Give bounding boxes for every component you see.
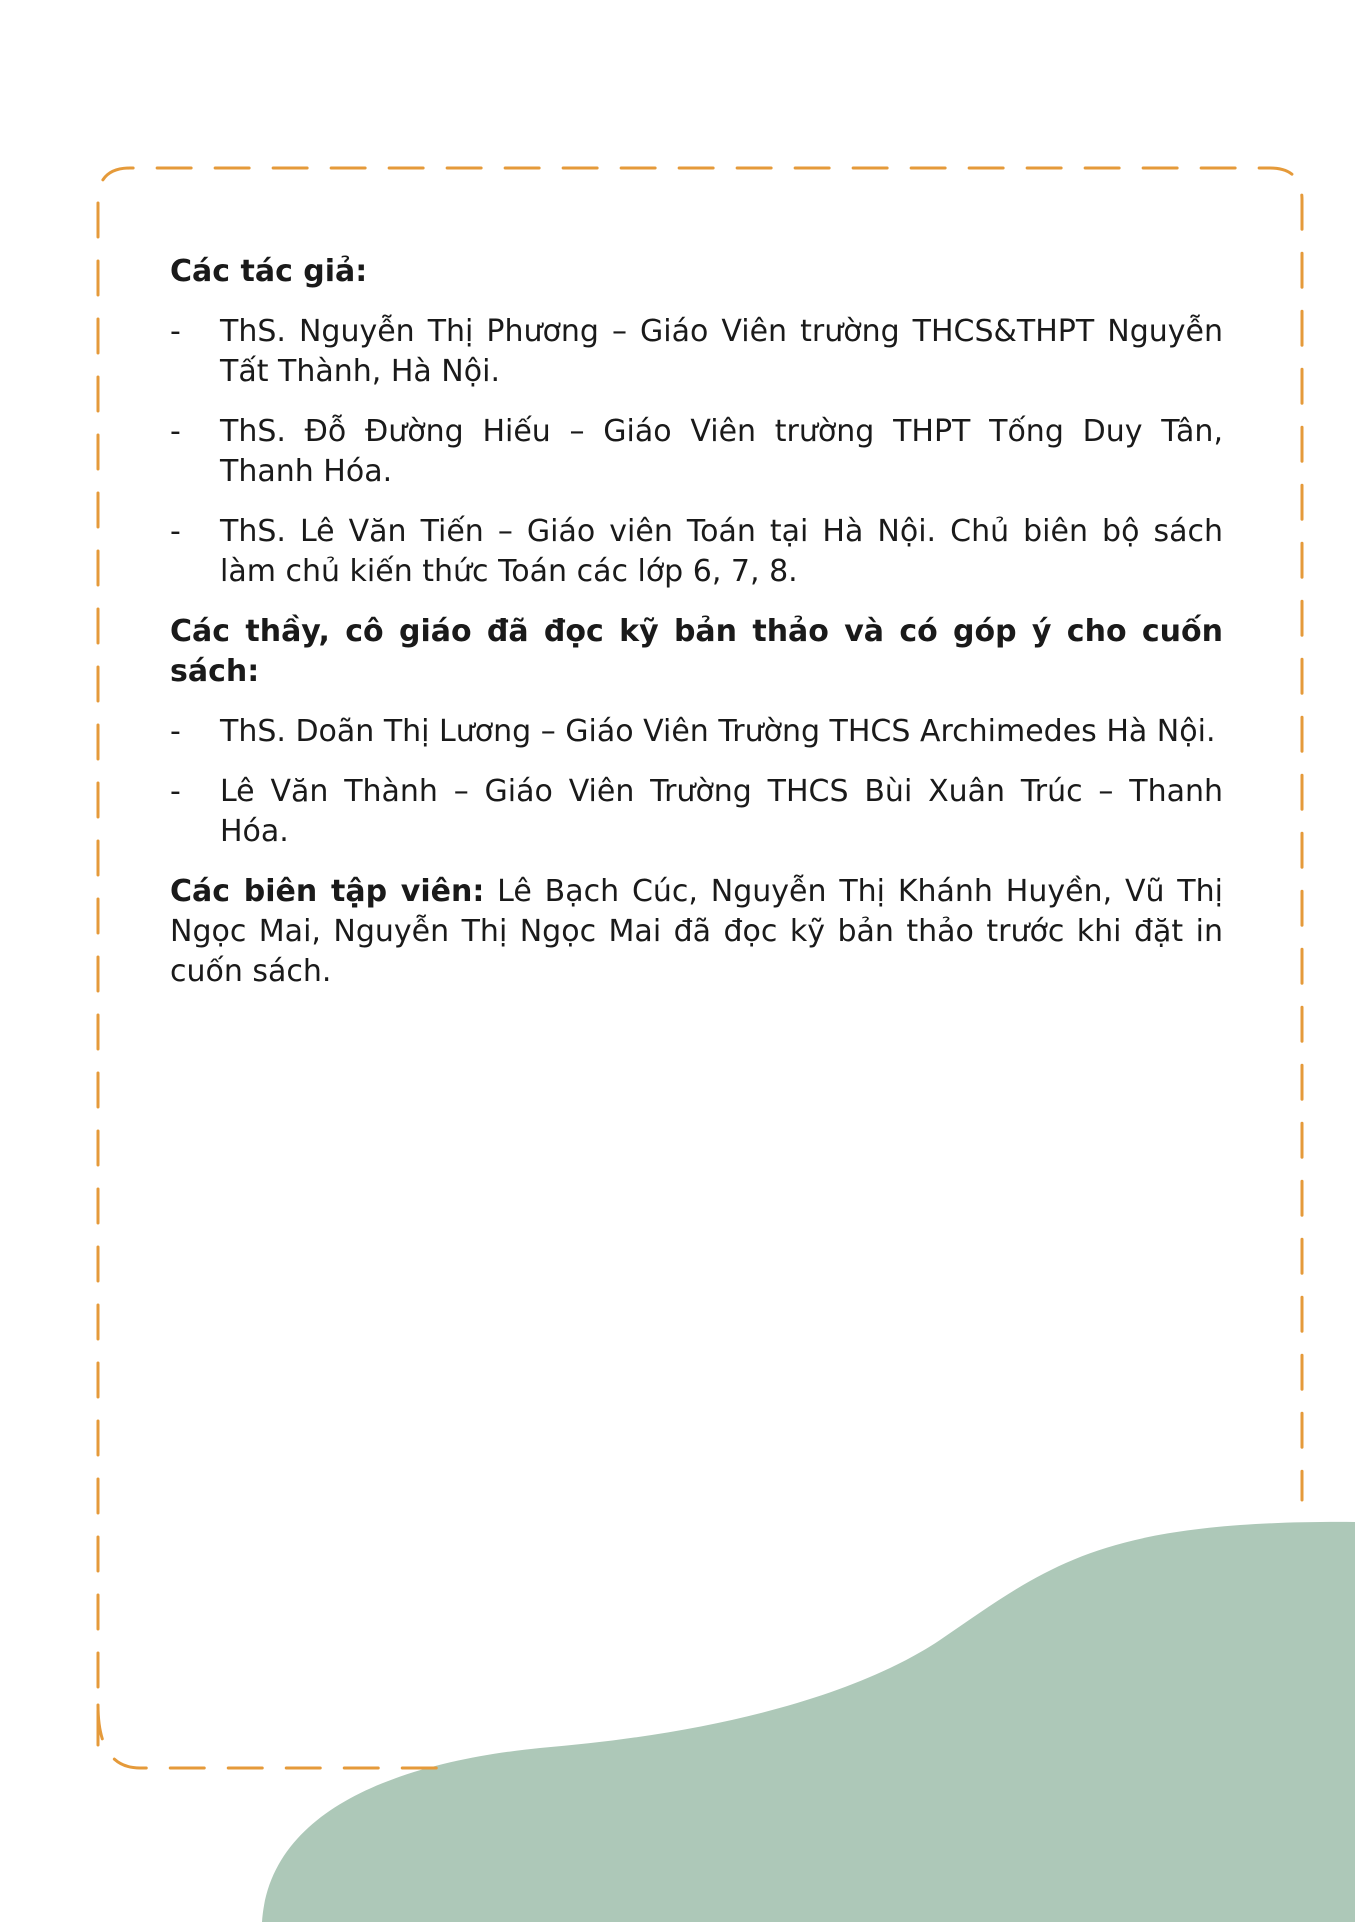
green-blob-shape [262, 1522, 1355, 1922]
author-text: ThS. Nguyễn Thị Phương – Giáo Viên trường THCS&THPT Nguyễn Tất Thành, Hà Nội. [220, 314, 1223, 389]
author-text: ThS. Lê Văn Tiến – Giáo viên Toán tại Hà Nội. Chủ biên bộ sách làm chủ kiến thức Toán các lớp 6, 7, 8. [220, 514, 1223, 589]
dashed-frame-bottom [98, 1705, 460, 1768]
author-text: ThS. Đỗ Đường Hiếu – Giáo Viên trường THPT Tống Duy Tân, Thanh Hóa. [220, 414, 1223, 489]
reviewers-heading: Các thầy, cô giáo đã đọc kỹ bản thảo và có góp ý cho cuốn sách: [170, 614, 1223, 689]
list-dash: - [170, 514, 181, 549]
editors-label: Các biên tập viên: [170, 874, 485, 909]
list-dash: - [170, 714, 181, 749]
editors-paragraph [170, 872, 1223, 992]
reviewer-item [170, 712, 1223, 752]
reviewer-text: Lê Văn Thành – Giáo Viên Trường THCS Bùi Xuân Trúc – Thanh Hóa. [220, 774, 1223, 849]
editors-text: Lê Bạch Cúc, Nguyễn Thị Khánh Huyền, Vũ Thị Ngọc Mai, Nguyễn Thị Ngọc Mai đã đọc kỹ bản thảo trước khi đặt in cuốn sách. [170, 874, 1223, 989]
author-item [170, 512, 1223, 592]
author-item [170, 312, 1223, 392]
list-dash: - [170, 774, 181, 809]
credits-content [170, 252, 1223, 992]
reviewer-text: ThS. Doãn Thị Lương – Giáo Viên Trường THCS Archimedes Hà Nội. [220, 714, 1216, 749]
reviewer-item [170, 772, 1223, 852]
author-item [170, 412, 1223, 492]
list-dash: - [170, 414, 181, 449]
authors-heading: Các tác giả: [170, 254, 368, 289]
list-dash: - [170, 314, 181, 349]
